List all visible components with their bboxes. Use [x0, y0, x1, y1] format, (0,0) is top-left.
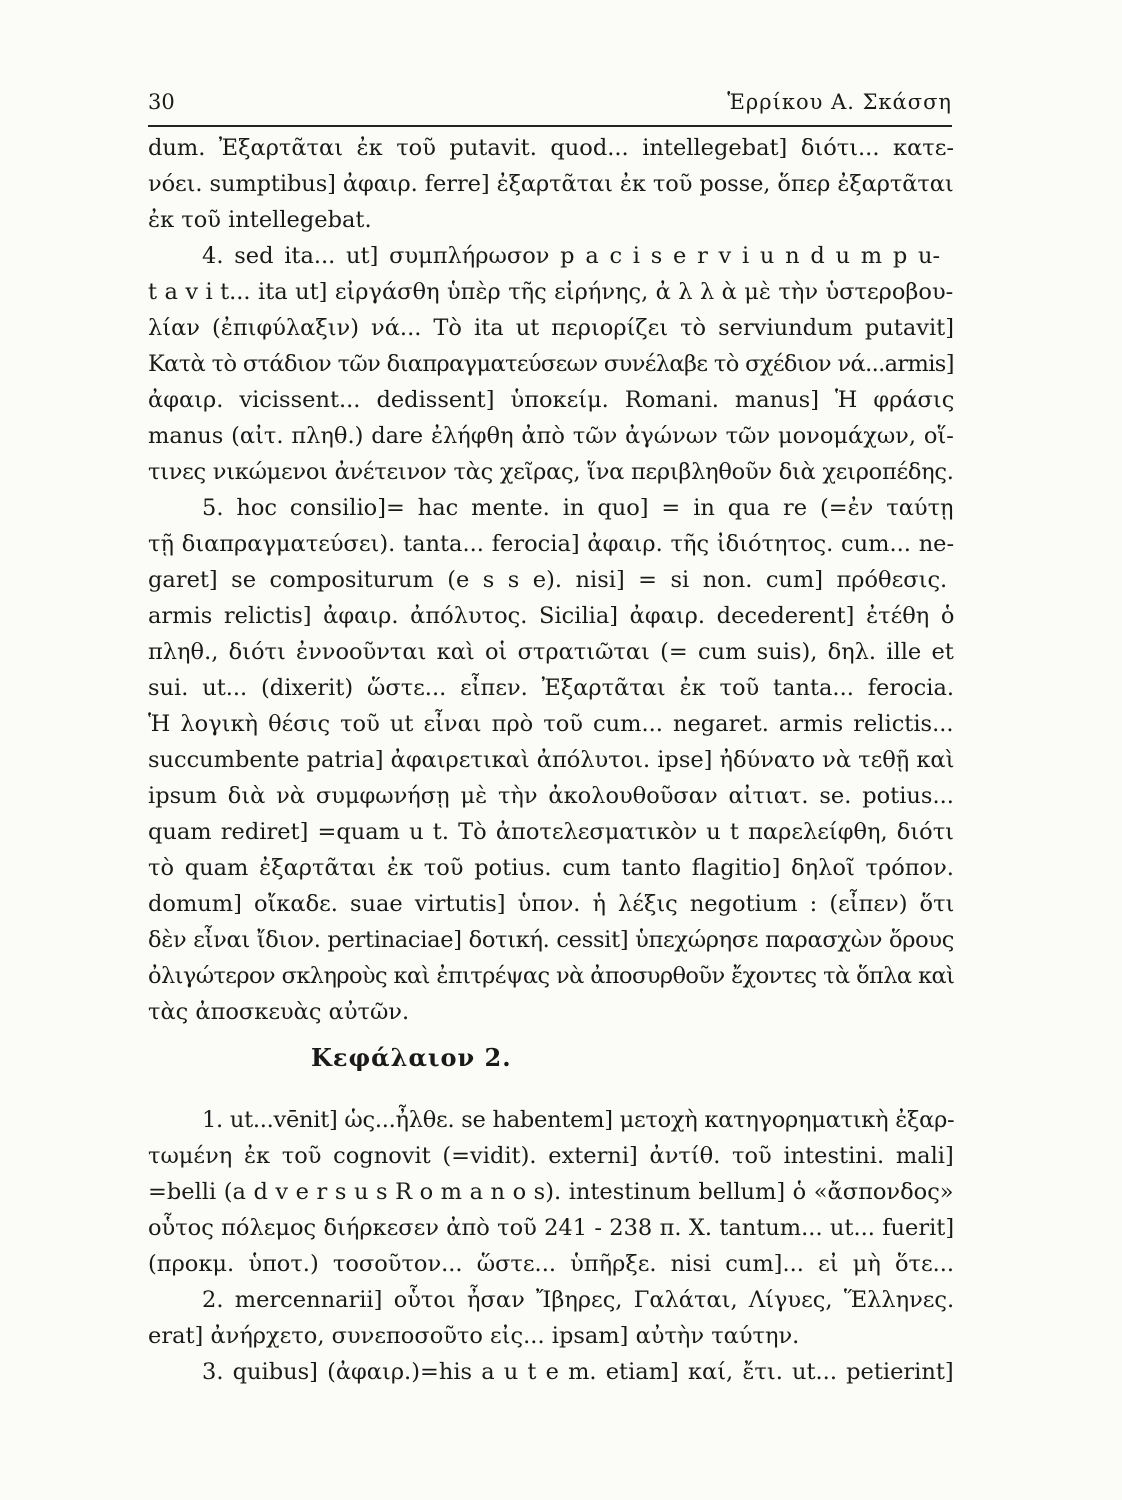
text-line: πληθ., διότι ἐννοοῦνται καὶ οἱ στρατιῶται (= cum suis), δηλ. ille et — [148, 639, 954, 665]
text-line: 4. sed ita... ut] συμπλήρωσον p a c i s e r v i u n d u m p u- — [202, 243, 941, 269]
text-line: τωμένη ἐκ τοῦ cognovit (=vidit). externi] ἀντίθ. τοῦ intestini. mali] — [148, 1143, 954, 1169]
text-line: 5. hoc consilio]= hac mente. in quo] = in qua re (=ἐν ταύτῃ — [202, 495, 954, 521]
text-line: Κατὰ τὸ στάδιον τῶν διαπραγματεύσεων συνέλαβε τὸ σχέδιον νά...armis] — [148, 351, 954, 377]
header-rule — [148, 125, 952, 127]
running-head: Ἑρρίκου Α. Σκάσση — [727, 90, 952, 114]
text-line: (προκμ. ὑποτ.) τοσοῦτον... ὥστε... ὑπῆρξε. nisi cum]... εἰ μὴ ὅτε... — [148, 1251, 954, 1277]
text-line: armis relictis] ἀφαιρ. ἀπόλυτος. Sicilia] ἀφαιρ. decederent] ἐτέθη ὁ — [148, 603, 954, 629]
page-number: 30 — [148, 90, 175, 114]
text-line: garet] se compositurum (e s s e). nisi] = si non. cum] πρόθεσις. — [148, 567, 948, 593]
text-line: quam rediret] =quam u t. Τὸ ἀποτελεσματικὸν u t παρελείφθη, διότι — [148, 819, 954, 845]
text-line: ipsum διὰ νὰ συμφωνήσῃ μὲ τὴν ἀκολουθοῦσαν αἰτιατ. se. potius... — [148, 783, 954, 809]
text-line: δὲν εἶναι ἴδιον. pertinaciae] δοτική. cessit] ὑπεχώρησε παρασχὼν ὅρους — [148, 927, 954, 953]
text-line: dum. Ἐξαρτᾶται ἐκ τοῦ putavit. quod... intellegebat] διότι... κατε- — [148, 135, 954, 161]
text-line: τῇ διαπραγματεύσει). tanta... ferocia] ἀφαιρ. τῆς ἰδιότητος. cum... ne- — [148, 531, 954, 557]
text-line: succumbente patria] ἀφαιρετικαὶ ἀπόλυτοι. ipse] ἠδύνατο νὰ τεθῇ καὶ — [148, 747, 954, 773]
text-line: τὸ quam ἐξαρτᾶται ἐκ τοῦ potius. cum tanto flagitio] δηλοῖ τρόπον. — [148, 855, 954, 881]
text-line: sui. ut... (dixerit) ὥστε... εἶπεν. Ἐξαρτᾶται ἐκ τοῦ tanta... ferocia. — [148, 675, 954, 701]
text-line: τὰς ἀποσκευὰς αὐτῶν. — [148, 999, 410, 1025]
text-line: νόει. sumptibus] ἀφαιρ. ferre] ἐξαρτᾶται ἐκ τοῦ posse, ὅπερ ἐξαρτᾶται — [148, 171, 954, 197]
text-line: Ἡ λογικὴ θέσις τοῦ ut εἶναι πρὸ τοῦ cum... negaret. armis relictis... — [148, 711, 954, 737]
page-header — [148, 90, 952, 120]
text-line: ὀλιγώτερον σκληροὺς καὶ ἐπιτρέψας νὰ ἀποσυρθοῦν ἔχοντες τὰ ὅπλα καὶ — [148, 963, 954, 989]
text-line: t a v i t... ita ut] εἰργάσθη ὑπὲρ τῆς εἰρήνης, ἀ λ λ ὰ μὲ τὴν ὑστεροβου- — [148, 279, 954, 305]
text-line: manus (αἰτ. πληθ.) dare ἐλήφθη ἀπὸ τῶν ἀγώνων τῶν μονομάχων, οἵ- — [148, 423, 954, 449]
text-line: ἐκ τοῦ intellegebat. — [148, 207, 372, 233]
chapter-heading: Κεφάλαιον 2. — [311, 1043, 512, 1072]
text-line: 3. quibus] (ἀφαιρ.)=his a u t e m. etiam] καί, ἔτι. ut... petierint] — [202, 1359, 954, 1385]
text-line: τινες νικώμενοι ἀνέτεινον τὰς χεῖρας, ἵνα περιβληθοῦν διὰ χειροπέδης. — [148, 459, 954, 485]
text-line: domum] οἴκαδε. suae virtutis] ὑπον. ἡ λέξις negotium : (εἶπεν) ὅτι — [148, 891, 954, 917]
text-line: ἀφαιρ. vicissent... dedissent] ὑποκείμ. Romani. manus] Ἡ φράσις — [148, 387, 954, 413]
text-line: =belli (a d v e r s u s R o m a n o s). intestinum bellum] ὁ «ἄσπονδος» — [148, 1179, 954, 1205]
text-line: erat] ἀνήρχετο, συνεποσοῦτο εἰς... ipsam] αὐτὴν ταύτην. — [148, 1323, 800, 1349]
text-line: 2. mercennarii] οὗτοι ἦσαν Ἴβηρες, Γαλάται, Λίγυες, Ἕλληνες. — [202, 1287, 954, 1313]
text-line: 1. ut...vēnit] ὡς...ἦλθε. se habentem] μετοχὴ κατηγορηματικὴ ἐξαρ- — [202, 1107, 954, 1133]
text-line: οὗτος πόλεμος διήρκεσεν ἀπὸ τοῦ 241 - 238 π. Χ. tantum... ut... fuerit] — [148, 1215, 954, 1241]
text-line: λίαν (ἐπιφύλαξιν) νά... Τὸ ita ut περιορίζει τὸ serviundum putavit] — [148, 315, 954, 341]
